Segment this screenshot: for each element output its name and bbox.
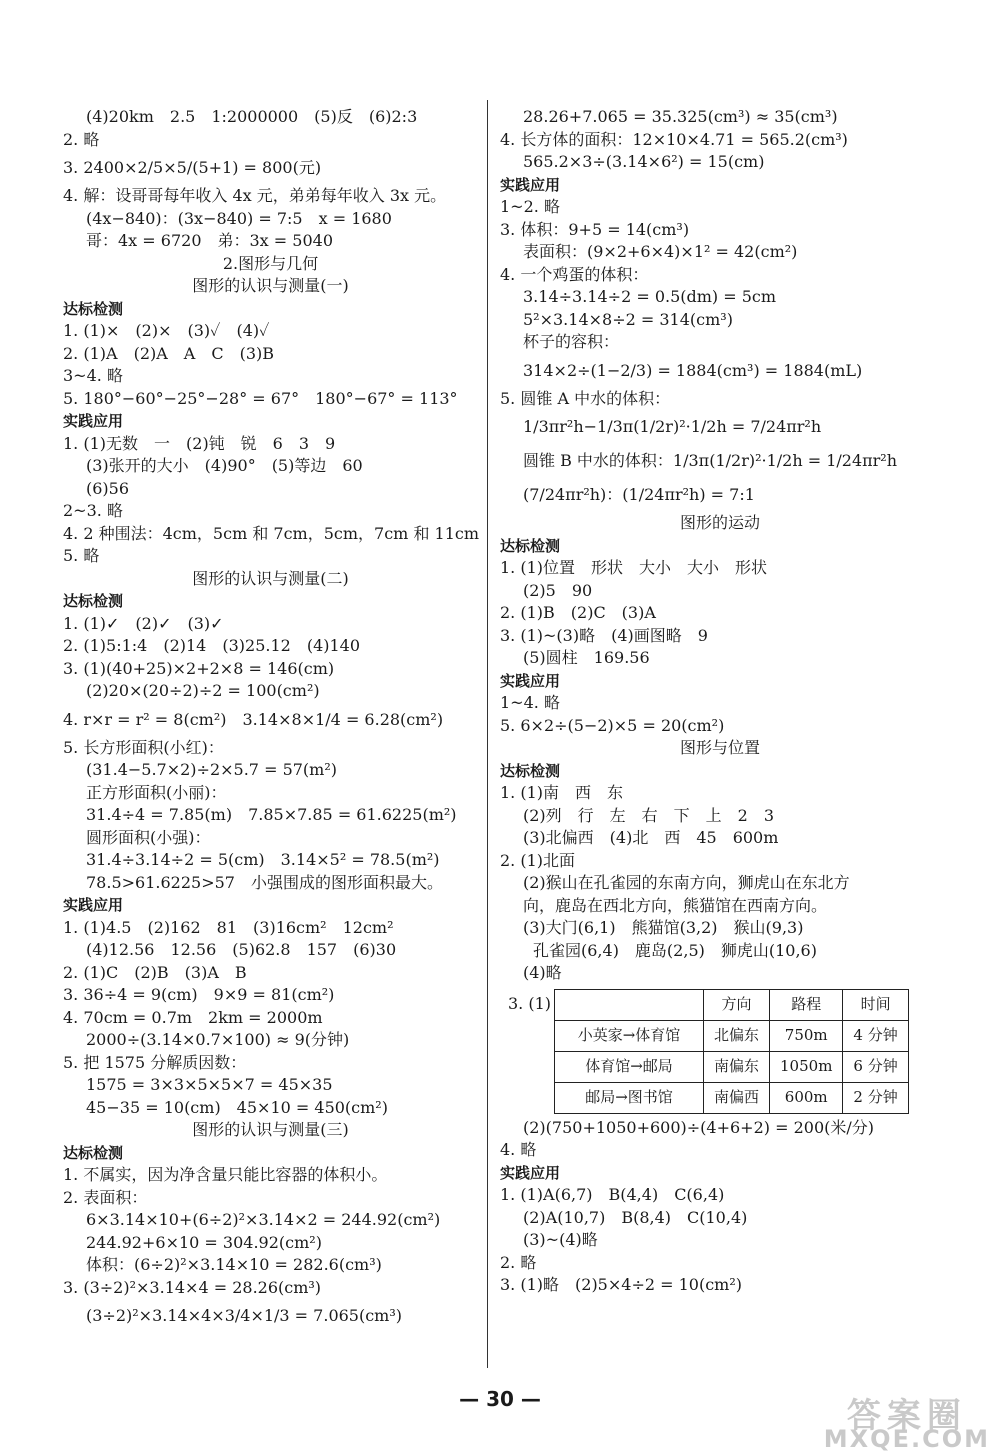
- answer-line: (6)56: [86, 478, 130, 498]
- page-number: — 30 —: [459, 1387, 541, 1411]
- answer-line: 3. 2400×2/5×5/(5+1) = 800(元): [63, 158, 322, 177]
- answer-line: 圆形面积(小强)：: [86, 827, 211, 847]
- answer-line: (4)20km 2.5 1:2000000 (5)反 (6)2:3: [86, 107, 418, 126]
- route-table-label: 3. (1): [508, 993, 552, 1013]
- answer-line: 2. (1)5:1:4 (2)14 (3)25.12 (4)140: [63, 636, 361, 655]
- table-cell: 2 分钟: [843, 1082, 908, 1113]
- answer-line: (3)大门(6,1) 熊猫馆(3,2) 猴山(9,3): [523, 918, 804, 937]
- answer-line: 6×3.14×10+(6÷2)²×3.14×2 = 244.92(cm²): [86, 1210, 441, 1229]
- answer-line: 2. (1)A (2)A A C (3)B: [63, 343, 275, 363]
- answer-line: (2)列 行 左 右 下 上 2 3: [523, 805, 775, 825]
- answer-line: 314×2÷(1−2/3) = 1884(cm³) = 1884(mL): [523, 360, 863, 380]
- answer-line: 2. (1)C (2)B (3)A B: [63, 962, 247, 982]
- section-heading: 达标检测: [63, 299, 124, 318]
- answer-line: 1/3πr²h−1/3π(1/2r)²·1/2h = 7/24πr²h: [523, 417, 822, 436]
- answer-line: 2~3. 略: [63, 501, 123, 520]
- answer-line: 3. (1)~(3)略 (4)画图略 9: [500, 625, 708, 645]
- answer-line: 3. 体积：9+5 = 14(cm³): [500, 219, 690, 239]
- answer-line: 1. (1)无数 一 (2)钝 锐 6 3 9: [63, 433, 336, 453]
- watermark-line2: MXQE.COM: [823, 1424, 990, 1453]
- answer-line: 4. r×r = r² = 8(cm²) 3.14×8×1/4 = 6.28(cm²): [63, 709, 444, 729]
- answer-line: 3~4. 略: [63, 366, 123, 385]
- right-column-top: [500, 106, 940, 985]
- answer-line: 565.2×3÷(3.14×6²) = 15(cm): [523, 152, 765, 171]
- answer-line: (4)略: [523, 963, 562, 982]
- section-heading: 达标检测: [63, 1143, 124, 1162]
- answer-line: 3. (3÷2)²×3.14×4 = 28.26(cm³): [63, 1277, 322, 1297]
- answer-line: 3.14÷3.14÷2 = 0.5(dm) = 5cm: [523, 287, 777, 306]
- answer-line: 5. 略: [63, 546, 100, 565]
- answer-line: (3)~(4)略: [523, 1230, 598, 1249]
- answer-line: 4. 略: [500, 1140, 537, 1159]
- section-heading: 实践应用: [500, 175, 561, 194]
- answer-line: 1. (1)4.5 (2)162 81 (3)16cm² 12cm²: [63, 917, 394, 937]
- table-cell: 1050m: [770, 1051, 843, 1082]
- section-heading: 达标检测: [500, 536, 561, 555]
- answer-line: 2. (1)北面: [500, 850, 576, 870]
- table-cell: 北偏东: [704, 1020, 770, 1051]
- table-cell: 邮局→图书馆: [555, 1082, 704, 1113]
- answer-line: 图形的运动: [679, 513, 760, 532]
- answer-line: (31.4−5.7×2)÷2×5.7 = 57(m²): [86, 760, 337, 779]
- answer-line: 31.4÷3.14÷2 = 5(cm) 3.14×5² = 78.5(m²): [86, 850, 440, 869]
- table-cell: 750m: [770, 1020, 843, 1051]
- table-cell: 南偏东: [704, 1051, 770, 1082]
- table-header-cell: 方向: [704, 989, 770, 1020]
- table-cell: 体育馆→邮局: [555, 1051, 704, 1082]
- section-heading: 实践应用: [500, 671, 561, 690]
- answer-line: 1~4. 略: [500, 693, 560, 712]
- answer-line: 4. 长方体的面积：12×10×4.71 = 565.2(cm³): [500, 129, 848, 149]
- section-heading: 达标检测: [500, 761, 561, 780]
- answer-line: 1~2. 略: [500, 197, 560, 216]
- answer-line: (4x−840)：(3x−840) = 7:5 x = 1680: [86, 208, 392, 228]
- answer-line: (2)(750+1050+600)÷(4+6+2) = 200(米/分): [523, 1117, 874, 1137]
- answer-line: 1. (1)位置 形状 大小 大小 形状: [500, 558, 768, 577]
- answer-line: 哥：4x = 6720 弟：3x = 5040: [86, 231, 334, 250]
- answer-line: 图形的认识与测量(二): [192, 568, 349, 588]
- table-header-cell: 时间: [843, 989, 908, 1020]
- section-heading: 达标检测: [63, 592, 124, 610]
- answer-line: (3)北偏西 (4)北 西 45 600m: [523, 828, 779, 847]
- answer-line: 45−35 = 10(cm) 45×10 = 450(cm²): [86, 1097, 388, 1117]
- answer-line: 1. 不属实，因为净含量只能比容器的体积小。: [63, 1165, 388, 1184]
- watermark-logo: [823, 1396, 990, 1453]
- answer-line: 5. 长方形面积(小红)：: [63, 737, 224, 757]
- answer-line: 3. (1)略 (2)5×4÷2 = 10(cm²): [500, 1275, 743, 1294]
- answer-line: (3)张开的大小 (4)90° (5)等边 60: [86, 456, 363, 475]
- table-cell: 南偏西: [704, 1082, 770, 1113]
- answer-line: 2. 略: [500, 1252, 537, 1272]
- answer-line: 杯子的容积：: [523, 332, 620, 351]
- answer-line: 圆锥 B 中水的体积：1/3π(1/2r)²·1/2h = 1/24πr²h: [523, 451, 898, 470]
- answer-line: 244.92+6×10 = 304.92(cm²): [86, 1232, 322, 1252]
- table-row: [555, 1020, 909, 1051]
- route-table-block: [500, 989, 940, 1117]
- answer-line: (2)A(10,7) B(8,4) C(10,4): [523, 1207, 748, 1227]
- column-divider: [487, 100, 488, 1368]
- section-heading: 实践应用: [63, 412, 124, 430]
- answer-line: 31.4÷4 = 7.85(m) 7.85×7.85 = 61.6225(m²): [86, 805, 457, 824]
- answer-line: 28.26+7.065 = 35.325(cm³) ≈ 35(cm³): [523, 107, 838, 126]
- table-cell: 4 分钟: [843, 1020, 908, 1051]
- answer-line: 5. 把 1575 分解质因数：: [63, 1052, 247, 1072]
- answer-line: 3. 36÷4 = 9(cm) 9×9 = 81(cm²): [63, 985, 335, 1004]
- answer-line: 向，鹿岛在西北方向，熊猫馆在西南方向。: [523, 895, 828, 915]
- answer-line: (4)12.56 12.56 (5)62.8 157 (6)30: [86, 940, 397, 959]
- answer-line: 5²×3.14×8÷2 = 314(cm³): [523, 309, 733, 329]
- answer-line: 4. 一个鸡蛋的体积：: [500, 264, 649, 284]
- watermark-line1: 答案圈: [846, 1396, 967, 1436]
- answer-line: 2. (1)B (2)C (3)A: [500, 603, 656, 622]
- table-header-cell: 路程: [770, 989, 843, 1020]
- answer-line: 1. (1)✓ (2)✓ (3)✓: [63, 613, 224, 633]
- answer-line: 5. 180°−60°−25°−28° = 67° 180°−67° = 113°: [63, 388, 458, 408]
- answer-line: 4. 70cm = 0.7m 2km = 2000m: [63, 1007, 323, 1027]
- answer-line: 体积：(6÷2)²×3.14×10 = 282.6(cm³): [86, 1255, 382, 1274]
- right-column: [500, 106, 940, 1297]
- answer-line: (7/24πr²h)：(1/24πr²h) = 7:1: [523, 485, 755, 504]
- answer-line: 2. 表面积：: [63, 1187, 148, 1207]
- answer-line: 2.图形与几何: [222, 253, 319, 273]
- answer-line: 1. (1)南 西 东: [500, 783, 624, 802]
- answer-line: 1. (1)× (2)× (3)✓ (4)✓: [63, 321, 270, 340]
- section-heading: 实践应用: [63, 896, 124, 914]
- answer-line: 3. (1)(40+25)×2+2×8 = 146(cm): [63, 658, 335, 678]
- answer-line: 1. (1)A(6,7) B(4,4) C(6,4): [500, 1185, 725, 1204]
- table-header-row: [555, 989, 909, 1020]
- answer-line: 5. 圆锥 A 中水的体积：: [500, 388, 671, 408]
- table-header-cell: [555, 989, 704, 1020]
- answer-line: 正方形面积(小丽)：: [86, 782, 227, 802]
- table-row: [555, 1082, 909, 1113]
- answer-line: 1575 = 3×3×5×5×7 = 45×35: [86, 1075, 333, 1094]
- right-column-bottom: [500, 1117, 940, 1297]
- answer-line: (3÷2)²×3.14×4×3/4×1/3 = 7.065(cm³): [86, 1306, 403, 1325]
- answer-line: 78.5>61.6225>57 小强围成的图形面积最大。: [86, 872, 443, 892]
- answer-line: 4. 2 种围法：4cm，5cm 和 7cm，5cm，7cm 和 11cm: [63, 523, 480, 543]
- table-row: [555, 1051, 909, 1082]
- answer-line: 5. 6×2÷(5−2)×5 = 20(cm²): [500, 715, 725, 735]
- answer-line: (5)圆柱 169.56: [523, 648, 650, 667]
- answer-line: 2. 略: [63, 129, 100, 149]
- answer-line: 图形与位置: [679, 738, 760, 757]
- answer-line: 图形的认识与测量(一): [192, 276, 349, 295]
- table-cell: 小英家→体育馆: [555, 1020, 704, 1051]
- answer-line: 图形的认识与测量(三): [192, 1120, 349, 1139]
- table-cell: 600m: [770, 1082, 843, 1113]
- answer-line: 孔雀园(6,4) 鹿岛(2,5) 狮虎山(10,6): [533, 940, 817, 960]
- answer-line: 4. 解：设哥哥每年收入 4x 元，弟弟每年收入 3x 元。: [63, 186, 447, 205]
- answer-line: (2)猴山在孔雀园的东南方向，狮虎山在东北方: [523, 873, 850, 892]
- route-table: [554, 989, 909, 1114]
- answer-line: 2000÷(3.14×0.7×100) ≈ 9(分钟): [86, 1030, 350, 1049]
- answer-line: (2)5 90: [523, 580, 593, 600]
- table-cell: 6 分钟: [843, 1051, 908, 1082]
- left-column: [63, 106, 478, 1333]
- section-heading: 实践应用: [500, 1163, 561, 1182]
- answer-line: 表面积：(9×2+6×4)×1² = 42(cm²): [523, 242, 798, 261]
- answer-line: (2)20×(20÷2)÷2 = 100(cm²): [86, 681, 320, 700]
